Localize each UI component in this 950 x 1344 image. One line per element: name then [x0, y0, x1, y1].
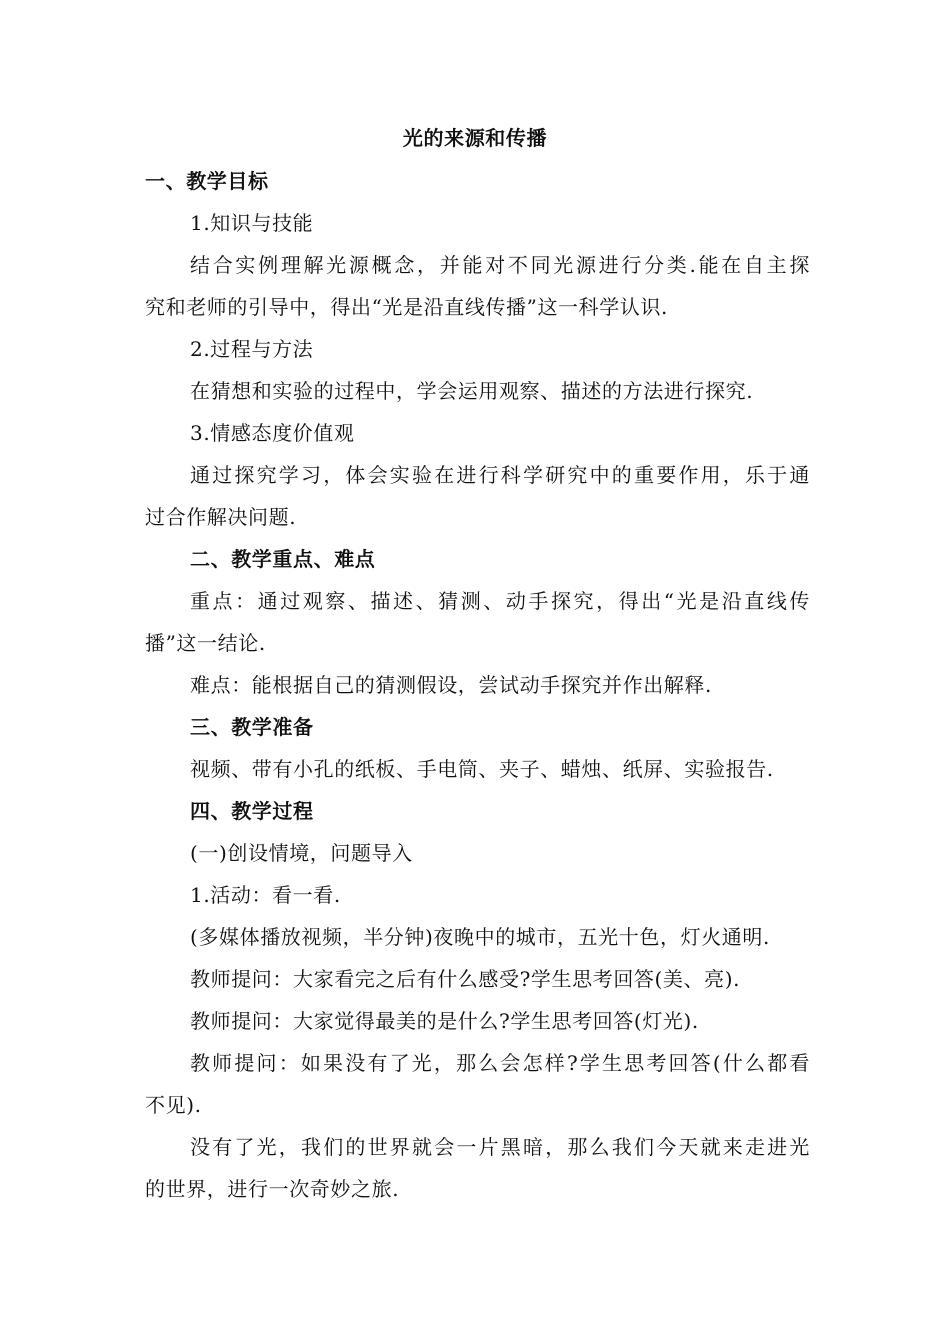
paragraph-line: 教师提问：大家看完之后有什么感受?学生思考回答(美、亮). [190, 967, 741, 991]
subheading-scenario: (一)创设情境，问题导入 [190, 841, 413, 865]
section-heading-objectives: 一、教学目标 [145, 169, 269, 193]
list-item: 1.活动：看一看. [190, 883, 341, 907]
paragraph-line: 究和老师的引导中，得出“光是沿直线传播”这一科学认识. [145, 295, 669, 319]
subheading-knowledge-skills: 1.知识与技能 [190, 211, 314, 235]
paragraph-line: 过合作解决问题. [145, 505, 297, 529]
section-heading-preparation: 三、教学准备 [190, 715, 314, 739]
paragraph-line: 播”这一结论. [145, 631, 266, 655]
paragraph-line: 难点：能根据自己的猜测假设，尝试动手探究并作出解释. [190, 673, 712, 697]
paragraph-line: 的世界，进行一次奇妙之旅. [145, 1177, 400, 1201]
paragraph-line: 不见). [145, 1093, 202, 1117]
paragraph-line: 在猜想和实验的过程中，学会运用观察、描述的方法进行探究. [190, 379, 754, 403]
paragraph-line: 教师提问：大家觉得最美的是什么?学生思考回答(灯光). [190, 1009, 699, 1033]
paragraph-line: 没有了光，我们的世界就会一片黑暗，那么我们今天就来走进光 [190, 1135, 810, 1159]
paragraph-line: 教师提问：如果没有了光，那么会怎样?学生思考回答(什么都看 [190, 1051, 810, 1075]
paragraph-line: 通过探究学习，体会实验在进行科学研究中的重要作用，乐于通 [190, 463, 810, 487]
paragraph-line: 重点：通过观察、描述、猜测、动手探究，得出“光是沿直线传 [190, 589, 810, 613]
paragraph-line: 结合实例理解光源概念，并能对不同光源进行分类.能在自主探 [190, 253, 810, 277]
subheading-process-method: 2.过程与方法 [190, 337, 314, 361]
page-title: 光的来源和传播 [402, 126, 548, 150]
section-heading-process: 四、教学过程 [190, 799, 314, 823]
paragraph-line: (多媒体播放视频，半分钟)夜晚中的城市，五光十色，灯火通明. [190, 925, 770, 949]
subheading-attitude-values: 3.情感态度价值观 [190, 421, 355, 445]
paragraph-line: 视频、带有小孔的纸板、手电筒、夹子、蜡烛、纸屏、实验报告. [190, 757, 774, 781]
section-heading-key-points: 二、教学重点、难点 [190, 547, 376, 571]
